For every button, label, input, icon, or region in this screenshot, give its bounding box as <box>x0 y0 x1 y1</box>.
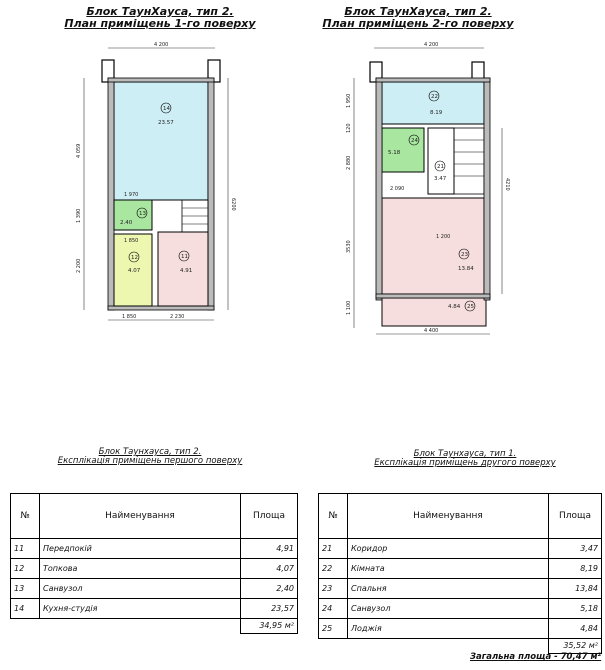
table1-title <box>50 448 250 466</box>
row-area: 5,18 <box>549 599 602 619</box>
table2-total: 35,52 м² <box>549 639 602 654</box>
plan2-title <box>318 6 518 30</box>
header-number: № <box>11 494 40 539</box>
plan1-title <box>60 6 260 30</box>
row-number: 13 <box>11 579 40 599</box>
floor-plan-2 <box>340 38 520 338</box>
row-name: Санвузол <box>40 579 241 599</box>
room-23-id: 23 <box>461 252 468 258</box>
table-row <box>319 619 602 639</box>
row-area: 4,84 <box>549 619 602 639</box>
plan1-title-line2: План приміщень 1-го поверху <box>64 17 256 30</box>
row-name: Передпокій <box>40 539 241 559</box>
room-23 <box>382 198 484 294</box>
room-11-area: 4.91 <box>180 268 193 274</box>
row-area: 4,07 <box>241 559 298 579</box>
table2-title-line1: Блок Таунхауса, тип 1. <box>413 449 517 459</box>
room-23-area: 13.84 <box>458 266 474 272</box>
room-22-area: 8.19 <box>430 110 443 116</box>
table2-title <box>355 450 575 468</box>
room-25-area: 4.84 <box>448 304 461 310</box>
explication-table-1 <box>10 493 298 634</box>
row-number: 23 <box>319 579 348 599</box>
room-21-id: 21 <box>437 164 444 170</box>
row-area: 13,84 <box>549 579 602 599</box>
plan2-dim-left-2: 120 <box>346 123 352 133</box>
plan2-dim-left-5: 1 100 <box>346 300 352 315</box>
plan1-dim-inner-door: 1 850 <box>124 238 139 244</box>
row-number: 12 <box>11 559 40 579</box>
plan2-dim-left-3: 2 880 <box>346 155 352 170</box>
table-row <box>11 539 298 559</box>
plan1-dim-bottom-left: 1 850 <box>122 314 137 320</box>
room-21-area: 3.47 <box>434 176 447 182</box>
table-header-row <box>11 494 298 539</box>
row-area: 3,47 <box>549 539 602 559</box>
row-area: 8,19 <box>549 559 602 579</box>
room-22-id: 22 <box>431 94 438 100</box>
table-row <box>11 579 298 599</box>
row-name: Спальня <box>348 579 549 599</box>
header-area: Площа <box>549 494 602 539</box>
row-number: 11 <box>11 539 40 559</box>
table-total-row <box>11 619 298 634</box>
header-area: Площа <box>241 494 298 539</box>
plan2-dim-top: 4 200 <box>424 42 439 48</box>
room-14-area: 23.57 <box>158 120 174 126</box>
plan1-dim-inner-wall: 1 970 <box>124 192 139 198</box>
row-name: Кухня-студія <box>40 599 241 619</box>
plan1-dim-right: 6200 <box>230 198 236 211</box>
table-row <box>319 559 602 579</box>
plan1-dim-left-lower: 2 200 <box>76 258 82 273</box>
room-12-area: 4.07 <box>128 268 141 274</box>
table-row <box>11 559 298 579</box>
table-row <box>11 599 298 619</box>
table-row <box>319 539 602 559</box>
explication-table-2 <box>318 493 602 654</box>
plan2-dim-left-1: 1 950 <box>346 93 352 108</box>
table1-title-line2: Експлікація приміщень першого поверху <box>57 456 243 466</box>
row-name: Лоджія <box>348 619 549 639</box>
row-area: 4,91 <box>241 539 298 559</box>
plan1-dim-left-mid: 1 390 <box>76 208 82 223</box>
plan2-dim-bottom: 4 400 <box>424 328 439 334</box>
table-row <box>319 579 602 599</box>
row-name: Кімната <box>348 559 549 579</box>
room-11-id: 11 <box>181 254 188 260</box>
plan2-dim-right: 4210 <box>504 178 510 191</box>
room-25 <box>382 298 486 326</box>
plan1-dim-bottom-right: 2 230 <box>170 314 185 320</box>
plan2-title-line2: План приміщень 2-го поверху <box>322 17 514 30</box>
row-area: 23,57 <box>241 599 298 619</box>
plan2-dim-inner2: 1 200 <box>436 234 451 240</box>
row-number: 25 <box>319 619 348 639</box>
row-name: Санвузол <box>348 599 549 619</box>
plan1-dim-top: 4 200 <box>154 42 169 48</box>
plan1-title-line1: Блок ТаунХауса, тип 2. <box>86 5 234 18</box>
header-number: № <box>319 494 348 539</box>
row-name: Топкова <box>40 559 241 579</box>
plan2-title-line1: Блок ТаунХауса, тип 2. <box>344 5 492 18</box>
row-number: 24 <box>319 599 348 619</box>
plan1-dim-left-upper: 4 059 <box>76 143 82 158</box>
header-name: Найменування <box>348 494 549 539</box>
row-area: 2,40 <box>241 579 298 599</box>
floor-plan-1 <box>70 38 250 328</box>
plan2-dim-left-4: 3530 <box>346 240 352 253</box>
plan2-dim-inner: 2 090 <box>390 186 405 192</box>
room-13-id: 13 <box>139 211 146 217</box>
room-24-id: 24 <box>411 138 418 144</box>
table2-title-line2: Експлікація приміщень другого поверху <box>374 458 556 468</box>
room-12-id: 12 <box>131 255 138 261</box>
room-25-id: 25 <box>467 304 474 310</box>
row-name: Коридор <box>348 539 549 559</box>
room-14 <box>114 82 208 200</box>
row-number: 21 <box>319 539 348 559</box>
row-number: 14 <box>11 599 40 619</box>
header-name: Найменування <box>40 494 241 539</box>
room-24-area: 5.18 <box>388 150 401 156</box>
table-row <box>319 599 602 619</box>
total-area: Загальна площа - 70,47 м² <box>470 652 602 662</box>
table-header-row <box>319 494 602 539</box>
row-number: 22 <box>319 559 348 579</box>
room-13-area: 2.40 <box>120 220 133 226</box>
room-22 <box>382 82 484 124</box>
room-14-id: 14 <box>163 106 170 112</box>
table1-title-line1: Блок Таунхауса, тип 2. <box>98 447 202 457</box>
table1-total: 34,95 м² <box>241 619 298 634</box>
